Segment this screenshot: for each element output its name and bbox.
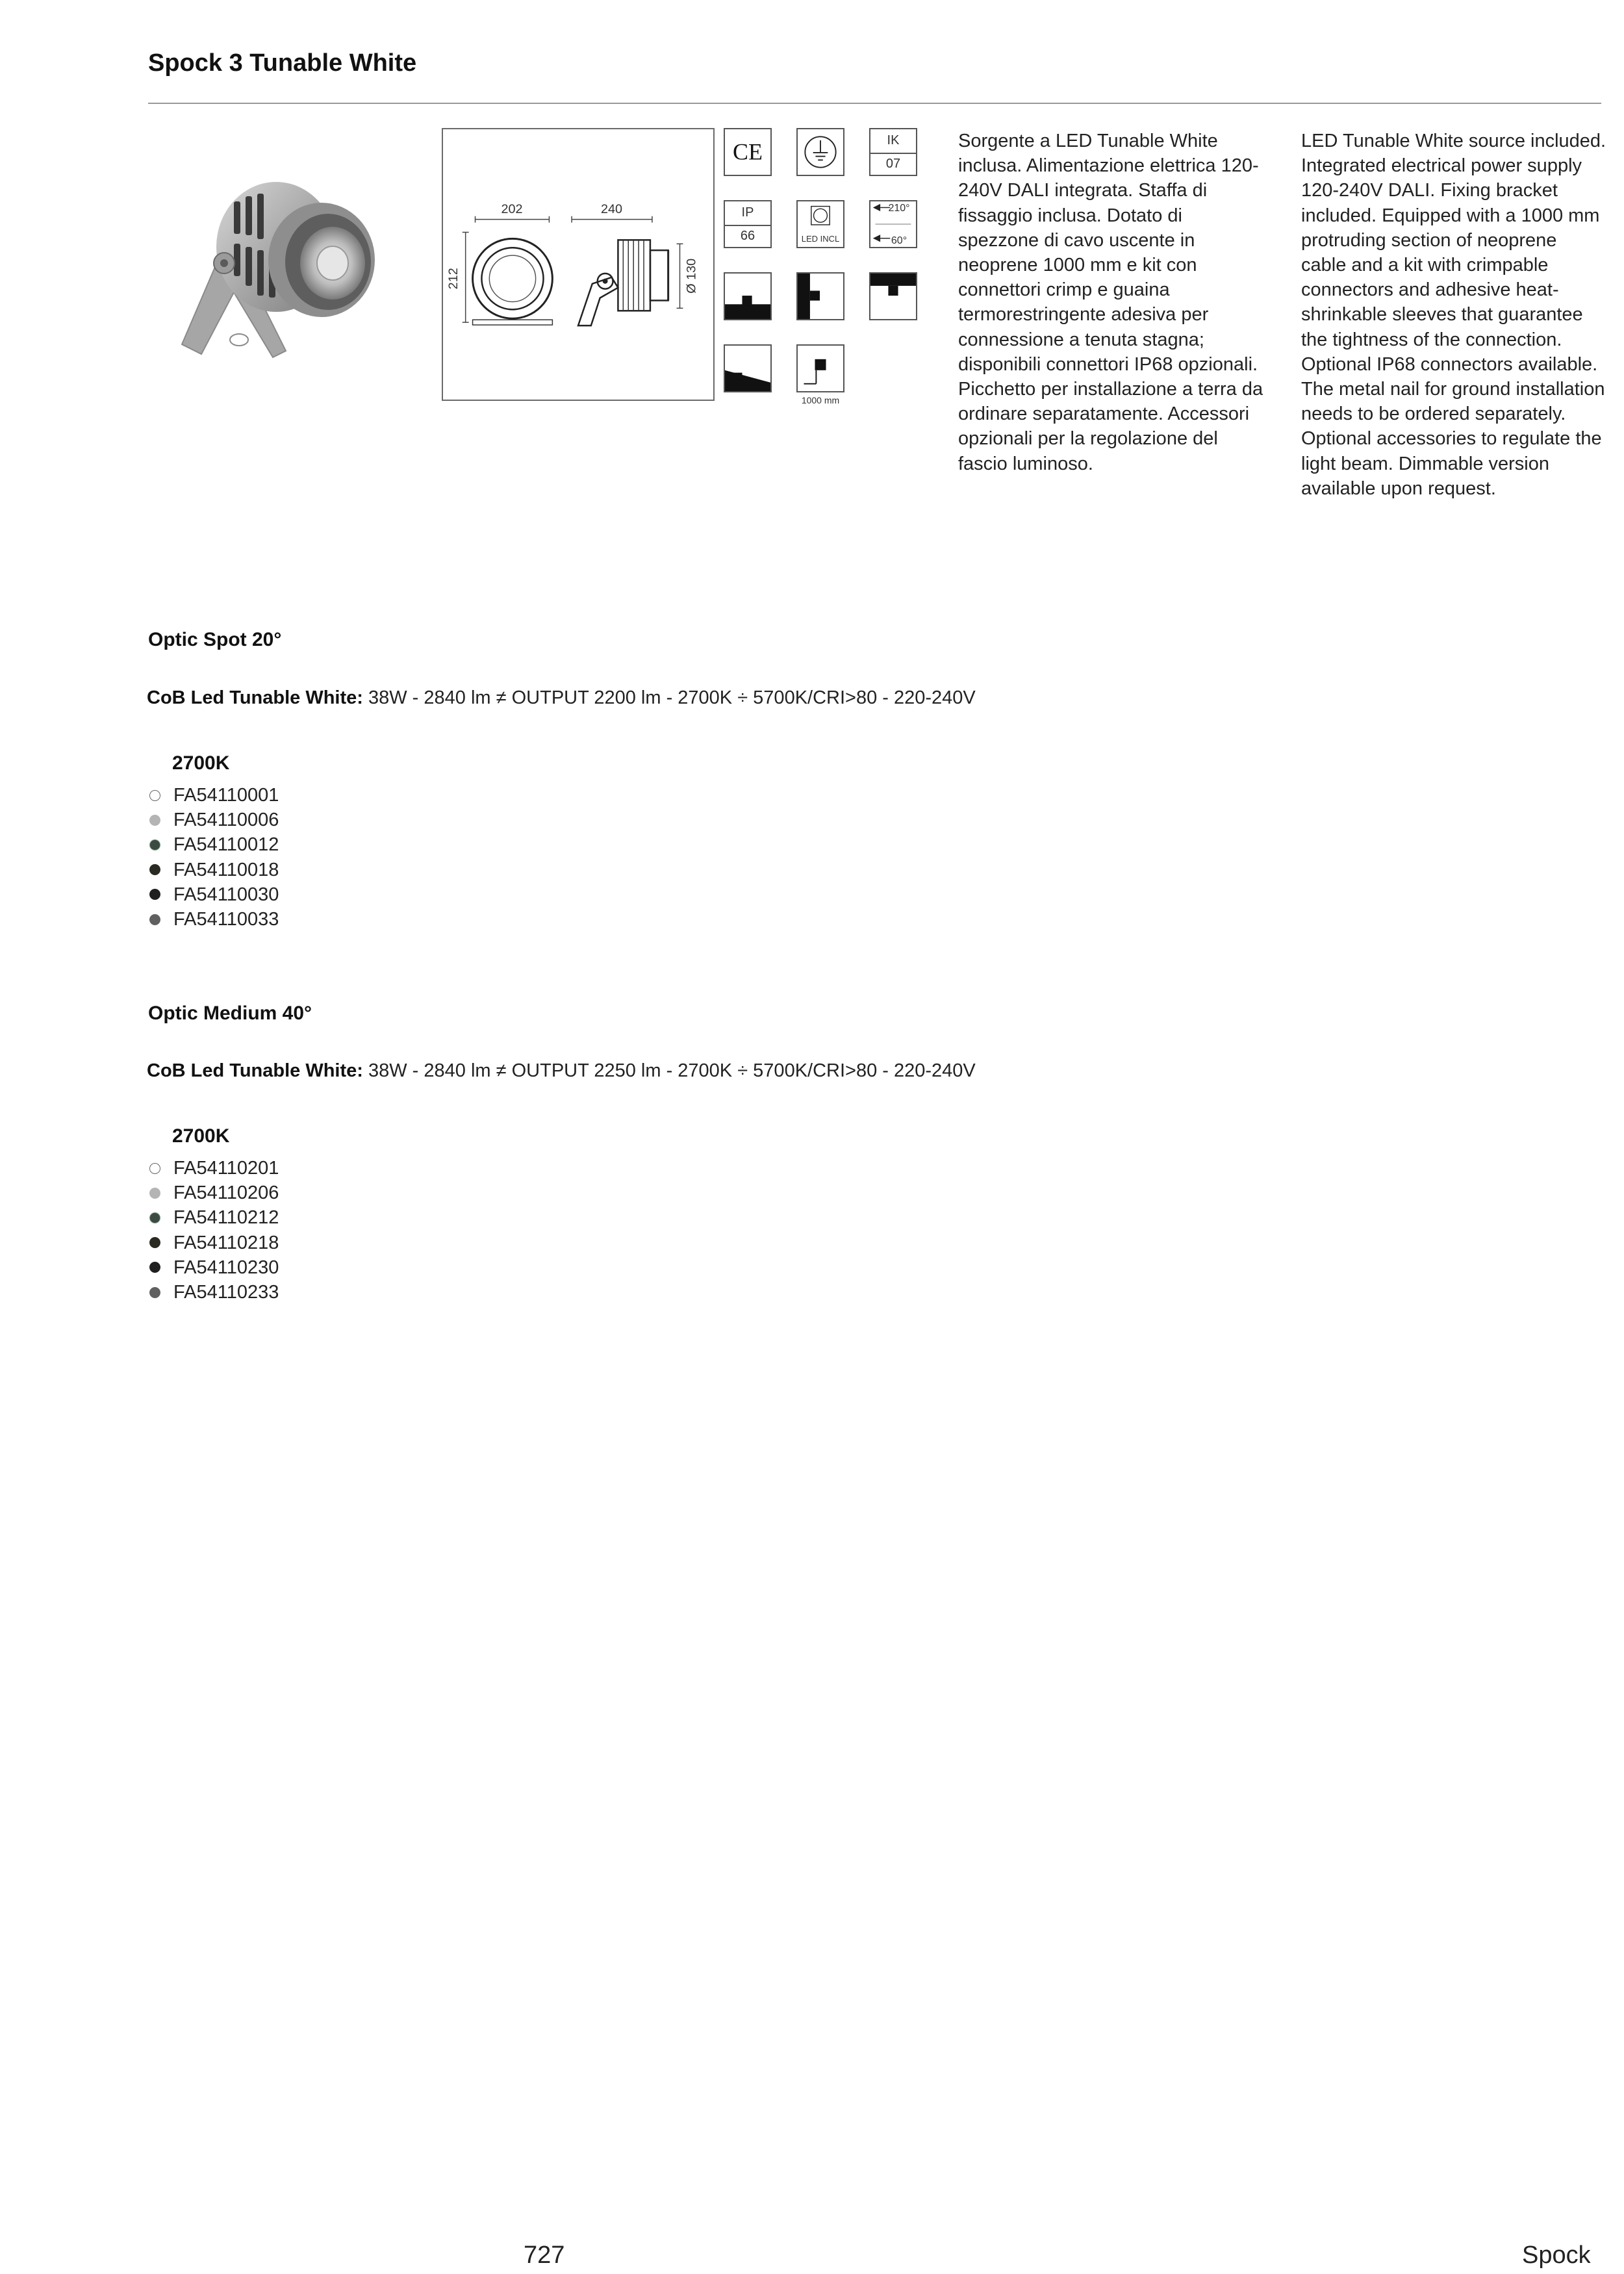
- finish-dot: [149, 1212, 160, 1223]
- product-code: FA54110218: [173, 1232, 279, 1253]
- list-item: [148, 882, 279, 907]
- list-item: [148, 832, 279, 857]
- product-code: FA54110012: [173, 834, 279, 856]
- ce-mark-icon: [724, 128, 772, 176]
- product-code: FA54110230: [173, 1257, 279, 1278]
- product-photo: [162, 156, 403, 364]
- list-item: [148, 858, 279, 882]
- finish-dot: [149, 864, 160, 875]
- list-item: [148, 1181, 279, 1205]
- led-incl-label: LED INCL: [801, 234, 840, 244]
- spec-line-medium: [147, 1060, 976, 1082]
- ik-rating-icon: [869, 128, 917, 176]
- spec-label: CoB Led Tunable White:: [147, 687, 363, 708]
- ip-label: IP: [741, 205, 754, 220]
- list-item: [148, 783, 279, 808]
- product-code: FA54110018: [173, 859, 279, 880]
- led-included-icon: [796, 200, 844, 248]
- finish-dot: [149, 1163, 160, 1174]
- section-title-medium: Optic Medium 40°: [148, 1003, 312, 1024]
- tilt-angle-label: 210°: [888, 203, 910, 214]
- product-code: FA54110206: [173, 1182, 279, 1204]
- ceiling-install-icon: [869, 272, 917, 320]
- description-italian: Sorgente a LED Tunable White inclusa. Alimentazione elettrica 120-240V DALI integrata. Staffa di fissaggio inclusa. Dotato di spezzone di cavo uscente in neoprene 1000 mm e kit con connettori crimp e guaina termorestringente adesiva per connessione a tenuta stagna; disponibili connettori IP68 opzionali. Picchetto per installazione a terra da ordinare separatamente. Accessori opzionali per la regolazione del fascio luminoso.: [958, 131, 1263, 474]
- product-code: FA54110001: [173, 785, 279, 806]
- product-code: FA54110006: [173, 810, 279, 831]
- cable-length-label: 1000 mm: [801, 395, 840, 405]
- spec-value: 38W - 2840 lm ≠ OUTPUT 2250 lm - 2700K ÷ 5700K/CRI>80 - 220-240V: [368, 1060, 976, 1081]
- section-title-spot: Optic Spot 20°: [148, 629, 282, 650]
- list-item: [148, 1205, 279, 1230]
- wall-install-icon: [796, 272, 844, 320]
- footer-family-name: Spock: [1522, 2242, 1591, 2269]
- technical-drawing: [442, 128, 715, 401]
- slope-install-icon: [724, 344, 772, 392]
- dim-width-side: 240: [600, 201, 623, 216]
- finish-dot: [149, 1287, 160, 1298]
- page-number: 727: [524, 2242, 565, 2269]
- dim-diameter: Ø 130: [684, 258, 699, 294]
- ce-mark-text: CE: [733, 138, 763, 165]
- product-code: FA54110030: [173, 884, 279, 905]
- finish-dot: [149, 914, 160, 925]
- spec-value: 38W - 2840 lm ≠ OUTPUT 2200 lm - 2700K ÷ 5700K/CRI>80 - 220-240V: [368, 687, 976, 708]
- color-temperature-heading: 2700K: [172, 1125, 230, 1147]
- code-list-medium: [148, 1156, 279, 1305]
- finish-dot: [149, 815, 160, 826]
- list-item: [148, 1255, 279, 1280]
- color-temperature-heading: 2700K: [172, 752, 230, 774]
- ground-install-icon: [724, 272, 772, 320]
- ip-value: 66: [740, 229, 755, 243]
- rotate-angle-label: 60°: [891, 235, 907, 246]
- product-code: FA54110033: [173, 908, 279, 930]
- adjustment-angle-icon: [869, 200, 917, 248]
- finish-dot: [149, 1237, 160, 1248]
- cable-length-icon: [796, 344, 844, 392]
- product-code: FA54110212: [173, 1207, 279, 1229]
- list-item: [148, 1231, 279, 1255]
- finish-dot: [149, 1262, 160, 1273]
- finish-dot: [149, 1188, 160, 1199]
- list-item: [148, 1280, 279, 1305]
- header-divider: [148, 103, 1601, 104]
- description-english: LED Tunable White source included. Integrated electrical power supply 120-240V DALI. Fixing bracket included. Equipped with a 1000 mm protruding section of neoprene cable and a kit with crimpable connectors and adhesive heat-shrinkable sleeves that guarantee the tightness of the connection. Optional IP68 connectors available. The metal nail for ground installation needs to be ordered separately. Optional accessories to regulate the light beam. Dimmable version available upon request.: [1301, 131, 1606, 499]
- ik-label: IK: [887, 133, 900, 147]
- ik-value: 07: [885, 157, 901, 171]
- dim-height: 212: [446, 268, 461, 290]
- product-code: FA54110201: [173, 1158, 279, 1179]
- page-title: Spock 3 Tunable White: [148, 49, 417, 77]
- code-list-spot: [148, 783, 279, 932]
- ip-rating-icon: [724, 200, 772, 248]
- list-item: [148, 1156, 279, 1181]
- product-code: FA54110233: [173, 1281, 279, 1303]
- dim-width-front: 202: [501, 201, 523, 216]
- finish-dot: [149, 839, 160, 850]
- list-item: [148, 907, 279, 932]
- finish-dot: [149, 790, 160, 801]
- spec-label: CoB Led Tunable White:: [147, 1060, 363, 1081]
- spec-line-spot: [147, 687, 976, 709]
- list-item: [148, 808, 279, 832]
- ground-earth-icon: [796, 128, 844, 176]
- finish-dot: [149, 889, 160, 900]
